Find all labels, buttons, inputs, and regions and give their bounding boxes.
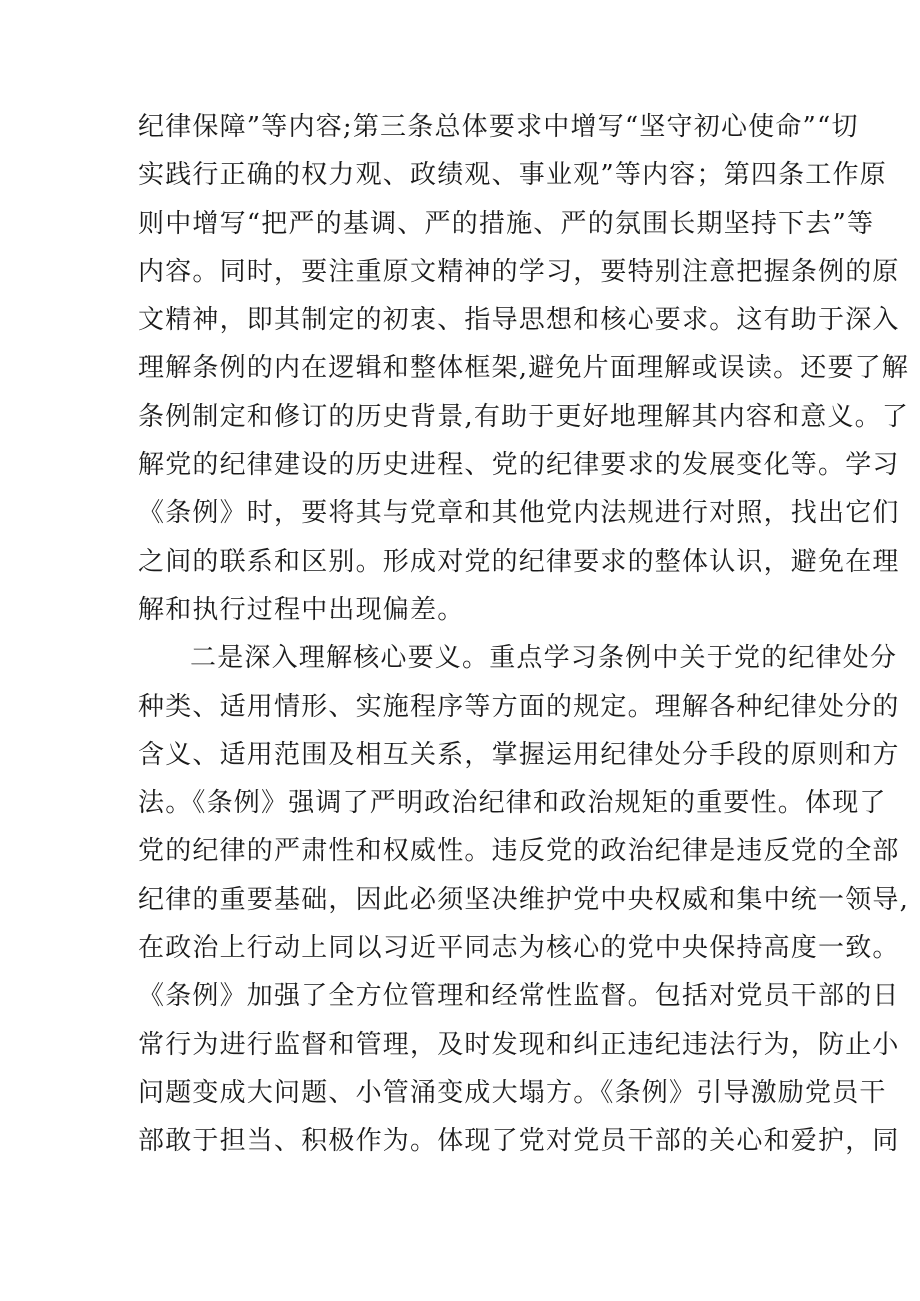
paragraph-1 — [138, 103, 910, 634]
text-line: 条例制定和修订的历史背景,有助于更好地理解其内容和意义。了 — [138, 401, 910, 432]
text-line: 党的纪律的严肃性和权威性。违反党的政治纪律是违反党的全部 — [138, 836, 900, 867]
text-line: 部敢于担当、积极作为。体现了党对党员干部的关心和爱护，同 — [138, 1126, 900, 1157]
paragraph-2 — [138, 634, 910, 1165]
text-line: 内容。同时，要注重原文精神的学习，要特别注意把握条例的原 — [138, 256, 900, 287]
text-line: 解和执行过程中出现偏差。 — [138, 594, 465, 625]
text-line: 纪律保障”等内容;第三条总体要求中增写“坚守初心使命”“切 — [138, 112, 859, 142]
text-line: 种类、适用情形、实施程序等方面的规定。理解各种纪律处分的 — [138, 691, 900, 722]
text-line: 之间的联系和区别。形成对党的纪律要求的整体认识，避免在理 — [138, 546, 900, 577]
body-text — [138, 103, 910, 1166]
text-line: 实践行正确的权力观、政绩观、事业观”等内容；第四条工作原 — [138, 160, 887, 191]
text-line: 解党的纪律建设的历史进程、党的纪律要求的发展变化等。学习 — [138, 450, 900, 481]
text-line: 在政治上行动上同以习近平同志为核心的党中央保持高度一致。 — [138, 933, 900, 964]
text-line: 文精神，即其制定的初衷、指导思想和核心要求。这有助于深入 — [138, 305, 900, 336]
text-line: 法。《条例》强调了严明政治纪律和政治规矩的重要性。体现了 — [138, 788, 887, 819]
text-line: 《条例》时，要将其与党章和其他党内法规进行对照，找出它们 — [138, 498, 900, 529]
text-line: 常行为进行监督和管理，及时发现和纠正违纪违法行为，防止小 — [138, 1029, 900, 1060]
text-line: 问题变成大问题、小管涌变成大塌方。《条例》引导激励党员干 — [138, 1077, 887, 1108]
text-line: 理解条例的内在逻辑和整体框架,避免片面理解或误读。还要了解 — [138, 353, 910, 384]
text-line: 《条例》加强了全方位管理和经常性监督。包括对党员干部的日 — [138, 981, 900, 1012]
text-line: 纪律的重要基础，因此必须坚决维护党中央权威和集中统一领导, — [138, 884, 910, 915]
text-line: 二是深入理解核心要义。重点学习条例中关于党的纪律处分 — [190, 643, 898, 674]
text-line: 含义、适用范围及相互关系，掌握运用纪律处分手段的原则和方 — [138, 739, 900, 770]
text-line: 则中增写“把严的基调、严的措施、严的氛围长期坚持下去”等 — [138, 208, 875, 239]
